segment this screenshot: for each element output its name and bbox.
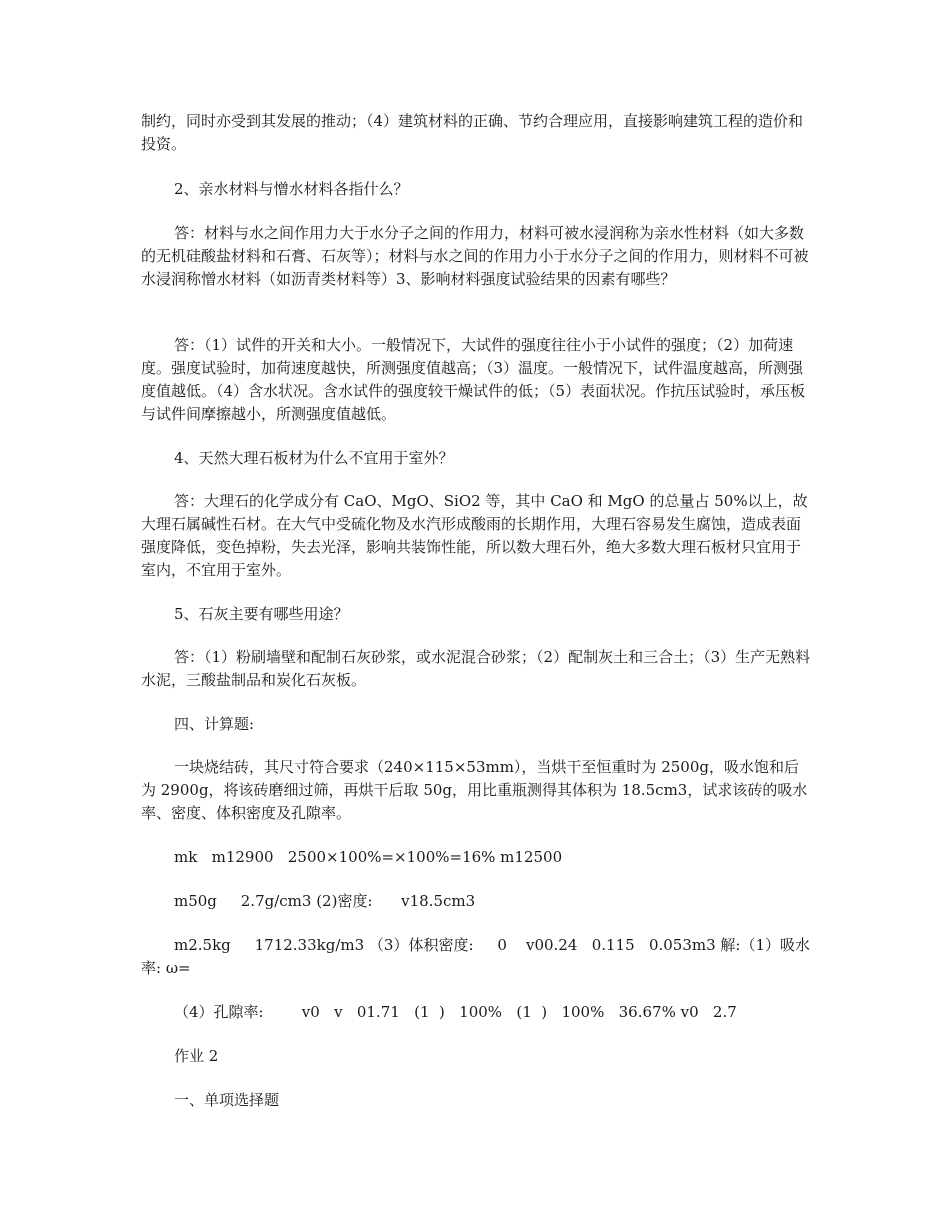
formula-line-1: mk m12900 2500×100%=×100%=16% m12500 — [174, 848, 563, 866]
answer-2-paragraph: 答：材料与水之间作用力大于水分子之间的作用力，材料可被水浸润称为亲水性材料（如大多数的无机硅酸盐材料和石膏、石灰等）；材料与水之间的作用力小于水分子之间的作用力，则材料不可被水浸润称憎水材料（如沥青类材料等）3、影响材料强度试验结果的因素有哪些？ — [141, 224, 809, 288]
answer-4-paragraph: 答：大理石的化学成分有 CaO、MgO、SiO2 等，其中 CaO 和 MgO 的总量占 50%以上，故大理石属碱性石材。在大气中受硫化物及水汽形成酸雨的长期作用，大理石容易发生腐蚀，造成表面强度降低，变色掉粉，失去光泽，影响共装饰性能，所以数大理石外，绝大多数大理石板材只宜用于室内，不宜用于室外。 — [141, 492, 808, 579]
formula-line-4: （4）孔隙率: v0 v 01.71 (1 ) 100% (1 ) 100% 36.67% v0 2.7 — [174, 1003, 737, 1021]
question-2-heading: 2、亲水材料与憎水材料各指什么？ — [174, 180, 409, 198]
section-4-heading: 四、计算题: — [174, 715, 255, 733]
question-5-heading: 5、石灰主要有哪些用途？ — [174, 605, 349, 623]
formula-line-3: m2.5kg 1712.33kg/m3 （3）体积密度: 0 v00.24 0.115 0.053m3 解:（1）吸水率: ω= — [141, 936, 811, 977]
answer-3-paragraph: 答：（1）试件的开关和大小。一般情况下，大试件的强度往往小于小试件的强度；（2）加荷速度。强度试验时，加荷速度越快，所测强度值越高；（3）温度。一般情况下，试件温度越高，所测强度值越低。（4）含水状况。含水试件的强度较干燥试件的低；（5）表面状况。作抗压试验时，承压板与试件间摩擦越小，所测强度值越低。 — [141, 336, 806, 423]
assignment-2-heading: 作业 2 — [174, 1047, 219, 1065]
calculation-problem-paragraph: 一块烧结砖，其尺寸符合要求（240×115×53mm），当烘干至恒重时为 2500g，吸水饱和后为 2900g，将该砖磨细过筛，再烘干后取 50g，用比重瓶测得其体积为 18.5cm3，试求该砖的吸水率、密度、体积密度及孔隙率。 — [141, 758, 808, 822]
question-4-heading: 4、天然大理石板材为什么不宜用于室外？ — [174, 449, 454, 467]
formula-line-2: m50g 2.7g/cm3 (2)密度: v18.5cm3 — [174, 892, 476, 910]
section-1-heading: 一、单项选择题 — [174, 1091, 280, 1109]
paragraph-intro-continuation: 制约，同时亦受到其发展的推动；（4）建筑材料的正确、节约合理应用，直接影响建筑工程的造价和投资。 — [141, 112, 804, 153]
answer-5-paragraph: 答：（1）粉刷墙壁和配制石灰砂浆，或水泥混合砂浆；（2）配制灰土和三合土；（3）生产无熟料水泥，三酸盐制品和炭化石灰板。 — [141, 648, 811, 689]
